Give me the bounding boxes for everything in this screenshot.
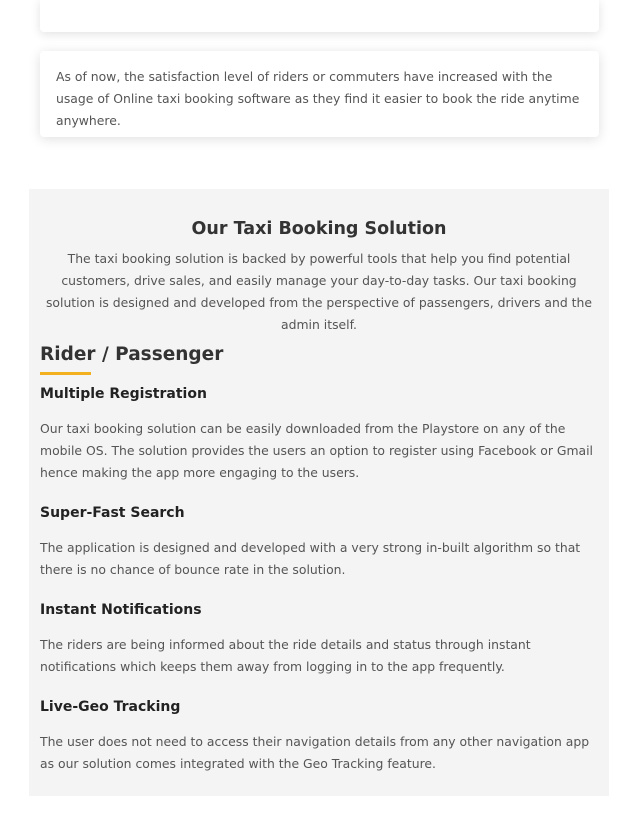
solution-description: The taxi booking solution is backed by powerful tools that help you find potential customers, drive sales, and easily manage your day-to-day tasks. Our taxi booking solution is designed and developed from the perspective of passengers, drivers and the admin itself. bbox=[45, 251, 593, 332]
feature-title-multiple-registration: Multiple Registration bbox=[40, 386, 207, 402]
feature-text-instant-notifications: The riders are being informed about the ride details and status through instant notifications which keeps them away from logging in to the app frequently. bbox=[40, 637, 531, 674]
title-underline bbox=[40, 372, 91, 375]
feature-title-live-geo-tracking: Live-Geo Tracking bbox=[40, 699, 181, 715]
feature-title-super-fast-search: Super-Fast Search bbox=[40, 505, 185, 521]
feature-text-multiple-registration: Our taxi booking solution can be easily downloaded from the Playstore on any of the mobile OS. The solution provides the users an option to register using Facebook or Gmail hence making the app more engaging to the users. bbox=[40, 421, 593, 480]
feature-text-live-geo-tracking: The user does not need to access their navigation details from any other navigation app as our solution comes integrated with the Geo Tracking feature. bbox=[40, 734, 590, 771]
rider-section-title: Rider / Passenger bbox=[40, 344, 224, 365]
solution-section bbox=[29, 189, 609, 796]
feature-text-super-fast-search: The application is designed and developed with a very strong in-built algorithm so that there is no chance of bounce rate in the solution. bbox=[40, 540, 581, 577]
previous-card bbox=[40, 0, 599, 32]
feature-title-instant-notifications: Instant Notifications bbox=[40, 602, 202, 618]
intro-card bbox=[40, 51, 599, 137]
solution-title: Our Taxi Booking Solution bbox=[191, 219, 447, 239]
intro-text: As of now, the satisfaction level of riders or commuters have increased with the usage of Online taxi booking software as they find it easier to book the ride anytime anywhere. bbox=[56, 69, 580, 128]
